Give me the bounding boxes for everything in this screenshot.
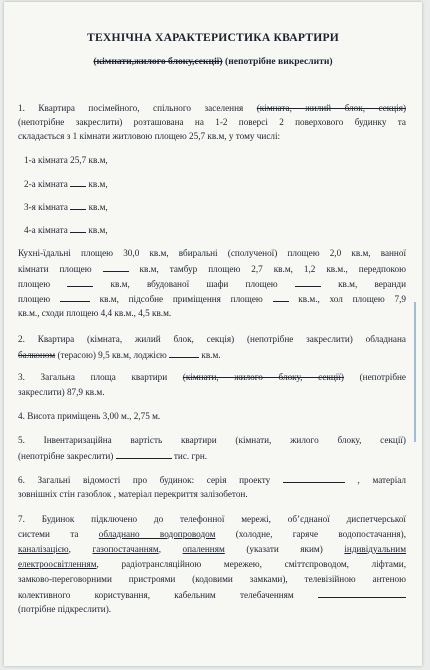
blank-field: [283, 474, 345, 483]
p1-closet: [18, 278, 406, 290]
p2-unit: кв.м.: [201, 350, 221, 360]
room-4: [24, 224, 108, 236]
p7-water: обладнано водопроводом: [98, 529, 216, 539]
p7-b1: системи та: [18, 529, 79, 539]
p6-line-1: [18, 474, 406, 486]
blank-field: [60, 293, 90, 302]
p7-comma: ,: [68, 544, 71, 554]
p1-n1: площею: [18, 294, 51, 304]
blank-field: [70, 178, 86, 187]
p7-f: колективного користування, кабельним телебаченням: [18, 590, 294, 600]
room-3-label: 3-я кімната: [24, 202, 68, 212]
p5-unit: тис. грн.: [173, 451, 208, 461]
room-2-unit: кв.м,: [88, 179, 108, 189]
p1-m2: кв.м, вбудованої шафи площею: [110, 279, 278, 289]
blank-field: [67, 278, 93, 287]
p3-line-1: [18, 372, 406, 383]
p1-struck: (кімната, жилий блок, секція): [256, 103, 406, 113]
p7-line-5: замково-переговорними пристроями (кодовими замками), телевізійною антеною: [18, 574, 406, 584]
room-3-unit: кв.м,: [88, 202, 108, 212]
document-title: ТЕХНІЧНА ХАРАКТЕРИСТИКА КВАРТИРИ: [87, 31, 339, 44]
room-1: 1-а кімната 25,7 кв.м,: [24, 155, 108, 165]
p1-text: 1. Квартира посімейного, спільного заселення: [18, 103, 244, 113]
p7-electric: електроосвітленням: [18, 559, 97, 569]
room-2-label: 2-а кімната: [24, 179, 68, 189]
subtitle-struck: (кімнати,жилого блоку,секції): [93, 56, 223, 67]
p7-gas: газопостачанням: [92, 544, 159, 554]
p1-kitchen: Кухні-їдальні площею 30,0 кв.м, вбиральні (сполученої) площею 2,0 кв.м, ванної: [18, 248, 406, 258]
p4-line: 4. Висота приміщень 3,00 м., 2,75 м.: [18, 411, 161, 421]
p6-line-2: зовнішніх стін газоблок , матеріал перекриття залізобетон.: [18, 489, 248, 499]
room-4-label: 4-а кімната: [24, 225, 68, 235]
p7-b3: (холодне, гаряче водопостачання),: [235, 529, 407, 539]
p7-line-2: [18, 529, 406, 540]
p1-n2: кв.м, підсобне приміщення площею: [99, 294, 263, 304]
p1-m3: кв.м, веранди: [338, 279, 407, 289]
p1-l2: кв.м, тамбур площею 2,7 кв.м, 1,2 кв.м., передпокою: [139, 264, 406, 274]
p7-line-1: 7. Будинок підключено до телефонної мережі, об’єднаної диспетчерської: [18, 514, 406, 524]
p6-text: 6. Загальні відомості про будинок: серія проекту: [18, 475, 271, 485]
p7-sewer: каналізацією: [18, 544, 69, 554]
p6-text-end: , матеріал: [357, 475, 407, 485]
p7-d2: , радіотрансляційною мережею, сміттєпроводом, ліфтами,: [96, 559, 406, 569]
p2-struck: балконом: [18, 350, 56, 360]
p7-line-4: [18, 559, 406, 570]
p2-line-2: [18, 349, 221, 361]
document-subtitle: [4, 56, 422, 67]
p1-utility: [18, 293, 406, 305]
p2-text: (терасою) 9,5 кв.м, лоджією: [57, 350, 167, 360]
blank-field: [70, 201, 86, 210]
p5-line-1: 5. Інвентаризаційна вартість квартири (кімнати, жилого блоку, секції): [18, 435, 406, 445]
room-2: [24, 178, 108, 190]
subtitle-note: (непотрібне викреслити): [225, 56, 333, 67]
page-edge-mark: [414, 302, 416, 442]
p2-line-1: 2. Квартира (кімната, жилий блок, секція) (непотрібне закреслити) обладнана: [18, 334, 406, 344]
p7-c6: (указати яким): [246, 544, 323, 554]
p1-line-3: складається з 1 кімнати житловою площею 25,7 кв.м, у тому числі:: [18, 131, 281, 141]
blank-field: [70, 224, 86, 233]
blank-field: [103, 263, 129, 272]
p3-text: 3. Загальна площа квартири: [18, 372, 168, 382]
p1-stairs: кв.м., сходи площею 4,4 кв.м., 4,5 кв.м.: [18, 308, 172, 318]
p1-l1: кімнати площею: [18, 264, 92, 274]
p3-struck: (кімнати, жилого блоку, секції): [182, 372, 344, 382]
p5-note: (непотрібне закреслити): [18, 451, 114, 461]
document-page: [4, 2, 422, 666]
room-3: [24, 201, 108, 213]
blank-field: [169, 349, 199, 358]
p1-m1: площею: [18, 279, 51, 289]
p1-n3: кв.м., хол площею 7,9: [298, 294, 406, 304]
p1-bath: [18, 263, 406, 275]
blank-field: [116, 450, 172, 459]
p5-line-2: [18, 450, 207, 462]
blank-field: [295, 278, 321, 287]
p3-note: (непотрібне: [359, 372, 406, 382]
p3-line-2: закреслити) 87,9 кв.м.: [18, 387, 105, 397]
p1-line-1: [18, 103, 406, 114]
p7-line-3: [18, 544, 406, 555]
p7-individual: індивідуальним: [344, 544, 407, 554]
p1-line-2: (непотрібне закреслити) розташована на 1-2 поверсі 2 поверхового будинку та: [18, 117, 406, 127]
p7-line-6: [18, 589, 406, 601]
blank-field: [318, 589, 406, 598]
p7-line-7: (потрібне підкреслити).: [18, 604, 112, 614]
room-4-unit: кв.м,: [88, 225, 108, 235]
blank-field: [273, 293, 289, 302]
p7-heating: опаленням: [182, 544, 225, 554]
p7-comma: ,: [158, 544, 161, 554]
